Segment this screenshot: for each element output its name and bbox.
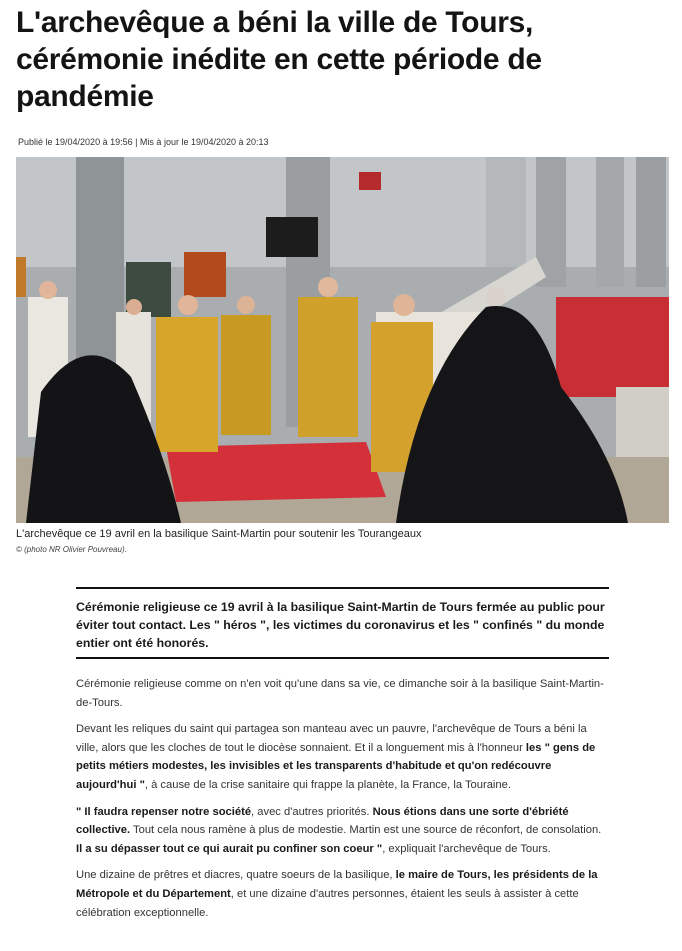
- article-title: L'archevêque a béni la ville de Tours, cérémonie inédite en cette période de pandémie: [16, 6, 542, 113]
- paragraph-4-text-2: , et une dizaine d'autres personnes, étaient les seuls à assister à cette célébration exceptionnelle.: [76, 887, 579, 919]
- paragraph-2-text-1: Devant les reliques du saint qui partagea son manteau avec un pauvre, l'archevêque de Tours a béni la ville, alors que les cloches de tout le diocèse sonnaient. Et il a longuement mis à l'honneur: [76, 723, 587, 754]
- paragraph-2: [76, 720, 606, 794]
- article-body: [76, 675, 606, 930]
- paragraph-4-text-1: Une dizaine de prêtres et diacres, quatre soeurs de la basilique,: [76, 869, 396, 882]
- paragraph-3-bold-3: Il a su dépasser tout ce qui aurait pu confiner son coeur ": [76, 842, 383, 855]
- paragraph-2-text-2: , à cause de la crise sanitaire qui frappe la planète, la France, la Touraine.: [144, 778, 511, 791]
- paragraph-3-text-2: Tout cela nous ramène à plus de modestie. Martin est une source de réconfort, de consolation.: [130, 824, 602, 837]
- paragraph-3-text-1: , avec d'autres priorités.: [251, 805, 373, 818]
- paragraph-3: [76, 803, 606, 859]
- paragraph-1: Cérémonie religieuse comme on n'en voit qu'une dans sa vie, ce dimanche soir à la basilique Saint-Martin-de-Tours.: [76, 678, 604, 709]
- photo-caption: L'archevêque ce 19 avril en la basilique Saint-Martin pour soutenir les Tourangeaux: [16, 528, 422, 540]
- paragraph-2-bold-1: les " gens de petits métiers modestes, les invisibles et les transparents d'habitude et qu'on redécouvre aujourd'hui ": [76, 741, 596, 791]
- paragraph-3-bold-1: " Il faudra repenser notre société: [76, 805, 252, 818]
- photo-credit: © (photo NR Olivier Pouvreau).: [16, 545, 127, 554]
- paragraph-4-bold-1: le maire de Tours, les présidents de la Métropole et du Département: [76, 869, 598, 900]
- paragraph-4: [76, 866, 606, 922]
- article-photo: [16, 157, 669, 523]
- paragraph-3-text-3: , expliquait l'archevêque de Tours.: [382, 842, 551, 855]
- paragraph-3-bold-2: Nous étions dans une sorte d'ébriété collective.: [76, 805, 569, 837]
- publication-meta: Publié le 19/04/2020 à 19:56 | Mis à jour le 19/04/2020 à 20:13: [18, 137, 269, 147]
- article-lead: Cérémonie religieuse ce 19 avril à la basilique Saint-Martin de Tours fermée au public pour éviter tout contact. Les " héros ", les victimes du coronavirus et les " confinés " du monde entier ont été honorés.: [76, 587, 609, 659]
